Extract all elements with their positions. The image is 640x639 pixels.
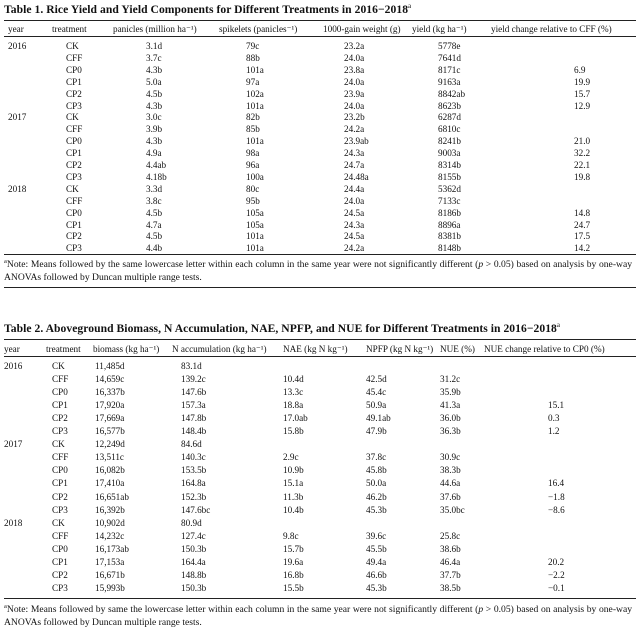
table2-title-text: Table 2. Aboveground Biomass, N Accumulation, NAE, NPFP, and NUE for Different Treatments in 2016−2018 (4, 322, 557, 335)
table1-cell: CK (66, 112, 79, 123)
table1-cell: 80c (246, 183, 260, 194)
table2-cell: 2016 (4, 361, 23, 371)
table1-cell: 79c (246, 41, 260, 51)
table1-cell: 8186b (438, 207, 461, 218)
table2-cell: 42.5d (366, 374, 387, 385)
table1-cell: 9163a (438, 76, 461, 87)
table2-header-cell: NAE (kg N kg⁻¹) (283, 344, 348, 354)
table2-cell: 36.3b (440, 426, 461, 437)
table1-cell: 12.9 (574, 100, 591, 111)
table2-cell: 16.4 (548, 478, 565, 489)
table1-cell: 4.3b (146, 64, 163, 75)
table1-header-cell: yield change relative to CFF (%) (491, 24, 612, 34)
table1-cell: 105a (246, 207, 264, 218)
table2-bottom-rule (4, 598, 636, 599)
table2-cell: 16,173ab (95, 543, 129, 554)
table2-cell: CP1 (52, 400, 68, 411)
table2-cell: 49.1ab (366, 413, 391, 424)
table1-cell: 4.3b (146, 100, 163, 111)
table1-cell: 95b (246, 195, 260, 206)
table2-cell: 2018 (4, 517, 23, 528)
table1-cell: 21.0 (574, 136, 591, 147)
table1-cell: 5.0a (146, 76, 162, 87)
table2-cell: 10.9b (283, 465, 304, 476)
table1-cell: 19.8 (574, 171, 591, 182)
table2-cell: CP3 (52, 504, 68, 515)
table1-cell: 14.2 (574, 243, 591, 254)
table1-cell: 101a (246, 100, 264, 111)
table1-cell: 4.4b (146, 243, 163, 254)
table2-cell: 17,410a (95, 478, 125, 489)
table2-title (4, 321, 560, 335)
table2-cell: 13,511c (95, 452, 125, 463)
table2-cell: CP0 (52, 387, 68, 398)
table1-cell: CP2 (66, 231, 82, 242)
table2-header-rule (4, 356, 636, 357)
table1-cell: 17.5 (574, 231, 591, 242)
table2-cell: 14,659c (95, 374, 125, 385)
table1-cell: 3.9b (146, 124, 163, 135)
table1-cell: 23.9a (344, 88, 365, 99)
table1-cell: 82b (246, 112, 260, 123)
table2-cell: CP0 (52, 543, 68, 554)
table1-cell: 8171c (438, 64, 461, 75)
table1-cell: 4.3b (146, 136, 163, 147)
table2-header-cell: year (4, 344, 20, 354)
table2-cell: CP3 (52, 426, 68, 437)
table1-cell: 6287d (438, 112, 461, 123)
table1-cell: 8842ab (438, 88, 466, 99)
table1-cell: 8155b (438, 171, 461, 182)
table2-cell: 17,669a (95, 413, 125, 424)
table1-cell: 4.5b (146, 231, 163, 242)
table2-cell: 150.3b (181, 543, 207, 554)
table1-cell: 6810c (438, 124, 461, 135)
table2-cell: 45.4c (366, 387, 387, 398)
table2-cell: 84.6d (181, 439, 202, 450)
table2-cell: 2.9c (283, 452, 299, 463)
table2-cell: 83.1d (181, 361, 202, 371)
table2-cell: 15.5b (283, 582, 304, 593)
table2-cell: 15.1 (548, 400, 565, 411)
table1-cell: 22.1 (574, 160, 591, 170)
table2-cell: 1.2 (548, 426, 560, 437)
table1-cell: 19.9 (574, 76, 591, 87)
table1-cell: 24.7 (574, 219, 591, 230)
table2-note-text-a: Note: Means followed by same the lowercase letter within each column in the same year were not significantly different ( (6, 604, 479, 615)
table2-header-cell: biomass (kg ha⁻¹) (93, 344, 160, 354)
table2-cell: CP2 (52, 569, 68, 580)
table2-cell: 45.5b (366, 543, 387, 554)
table1-cell: 8148b (438, 243, 461, 254)
table2-cell: 50.9a (366, 400, 387, 411)
table1-cell: 101a (246, 136, 264, 147)
table1-title (4, 2, 411, 16)
table2-cell: 19.6a (283, 556, 304, 567)
table2-cell: 50.0a (366, 478, 387, 489)
table1-cell: CP2 (66, 160, 82, 170)
table1-cell: 24.7a (344, 160, 365, 170)
table2-cell: 147.6bc (181, 504, 211, 515)
table2-cell: 12,249d (95, 439, 125, 450)
table1-cell: 7641d (438, 52, 461, 63)
table1-cell: CP1 (66, 76, 82, 87)
table2-note-marker: a (4, 603, 7, 610)
table2-cell: 150.3b (181, 582, 207, 593)
table2-header-cell: N accumulation (kg ha⁻¹) (172, 344, 267, 354)
table2-cell: CK (52, 439, 65, 450)
table1-cell: 24.5a (344, 231, 365, 242)
table2-cell: CP1 (52, 556, 68, 567)
table2-cell: 152.3b (181, 491, 207, 502)
table2-cell: 80.9d (181, 517, 202, 528)
table1-end-rule (4, 287, 636, 288)
table2-cell: 46.6b (366, 569, 387, 580)
table2-cell: 39.6c (366, 530, 387, 541)
table1-cell: 4.7a (146, 219, 162, 230)
table2-cell: 17.0ab (283, 413, 308, 424)
table1-cell: CP0 (66, 136, 82, 147)
table2-cell: −0.1 (548, 582, 565, 593)
table2-cell: 20.2 (548, 556, 565, 567)
table1-cell: CFF (66, 52, 83, 63)
table1-cell: 8314b (438, 160, 461, 170)
table2-cell: CFF (52, 374, 69, 385)
table2-cell: CP2 (52, 413, 68, 424)
table1-title-text: Table 1. Rice Yield and Yield Components for Different Treatments in 2016−2018 (4, 3, 409, 16)
table2-cell: 49.4a (366, 556, 387, 567)
table1-cell: 8623b (438, 100, 461, 111)
table1-note-marker: a (4, 258, 7, 265)
table2-top-rule (4, 339, 636, 340)
table2-cell: 14,232c (95, 530, 125, 541)
table1-cell: CK (66, 41, 79, 51)
table1-cell: 88b (246, 52, 260, 63)
table2-header-cell: NUE (%) (440, 344, 475, 354)
table2-cell: 16,337b (95, 387, 125, 398)
table1-cell: 4.5b (146, 207, 163, 218)
table1-header-cell: spikelets (panicles⁻¹) (219, 24, 298, 34)
table2-cell: 16,671b (95, 569, 125, 580)
table1-cell: 24.0a (344, 52, 365, 63)
table2-cell: 37.8c (366, 452, 387, 463)
table1-cell: 23.2b (344, 112, 365, 123)
table1-cell: 24.0a (344, 195, 365, 206)
table2-cell: 127.4c (181, 530, 206, 541)
table2-cell: 37.6b (440, 491, 461, 502)
table1-header-cell: 1000-gain weight (g) (323, 24, 401, 34)
table2-cell: 46.4a (440, 556, 461, 567)
table1-bottom-rule (4, 254, 636, 255)
table1-cell: 14.8 (574, 207, 591, 218)
table1-cell: 101a (246, 64, 264, 75)
table2-cell: 44.6a (440, 478, 461, 489)
table1-cell: CP0 (66, 64, 82, 75)
table2-cell: 37.7b (440, 569, 461, 580)
table1-cell: 4.5b (146, 88, 163, 99)
table1-cell: CFF (66, 195, 83, 206)
table2-cell: −8.6 (548, 504, 565, 515)
table2-cell: 38.6b (440, 543, 461, 554)
table1-cell: 2017 (8, 112, 27, 123)
table1-note-p: p (478, 259, 484, 270)
table1-cell: 23.9ab (344, 136, 369, 147)
table1-header-cell: treatment (52, 24, 87, 34)
table2-cell: 15.8b (283, 426, 304, 437)
table2-header-cell: treatment (46, 344, 81, 354)
table1-cell: 9003a (438, 148, 461, 159)
table1-cell: 96a (246, 160, 260, 170)
table2-cell: 38.5b (440, 582, 461, 593)
table2-note (4, 601, 632, 629)
table2-cell: 164.4a (181, 556, 206, 567)
table2-cell: 11.3b (283, 491, 304, 502)
table1-cell: 85b (246, 124, 260, 135)
table1-cell: 2018 (8, 183, 27, 194)
table1-cell: 2016 (8, 41, 27, 51)
table2-note-p: p (478, 604, 484, 615)
table2-cell: 31.2c (440, 374, 461, 385)
table1-title-marker: a (408, 2, 412, 10)
table1-header-cell: yield (kg ha⁻¹) (412, 24, 467, 34)
table1-cell: CP3 (66, 171, 82, 182)
table2-cell: −2.2 (548, 569, 565, 580)
table2-cell: 13.3c (283, 387, 304, 398)
table1-cell: 4.18b (146, 171, 167, 182)
table2-cell: 45.3b (366, 504, 387, 515)
table2-cell: 140.3c (181, 452, 206, 463)
table2-cell: CFF (52, 530, 69, 541)
table1-note-text-a: Note: Means followed by the same lowercase letter within each column in the same year were not significantly different ( (6, 259, 479, 270)
table2-cell: 10.4d (283, 374, 304, 385)
table2-cell: 15.7b (283, 543, 304, 554)
table2-cell: 16,082b (95, 465, 125, 476)
table2-cell: 148.4b (181, 426, 207, 437)
table2-cell: 45.3b (366, 582, 387, 593)
table1-cell: 24.2a (344, 243, 365, 254)
table1-cell: 101a (246, 231, 264, 242)
table1-cell: CP3 (66, 243, 82, 254)
table2-cell: 139.2c (181, 374, 206, 385)
table2-cell: 16,577b (95, 426, 125, 437)
table2-cell: 164.8a (181, 478, 206, 489)
table2-cell: 46.2b (366, 491, 387, 502)
table1-cell: CP0 (66, 207, 82, 218)
table2-cell: 147.6b (181, 387, 207, 398)
table1-note-text-b: > 0.05) based on analysis by one-way ANOVAs followed by Duncan multiple range tests. (4, 259, 632, 283)
table2-cell: 18.8a (283, 400, 304, 411)
table2-cell: CK (52, 361, 65, 371)
table1-cell: 24.48a (344, 171, 369, 182)
table1-cell: 100a (246, 171, 264, 182)
table2-cell: −1.8 (548, 491, 565, 502)
table1-cell: CP2 (66, 88, 82, 99)
table1-header-cell: panicles (million ha⁻¹) (113, 24, 197, 34)
table1-cell: 24.3a (344, 219, 365, 230)
table1-cell: 24.0a (344, 76, 365, 87)
table2-header-cell: NUE change relative to CP0 (%) (484, 344, 605, 354)
table2-cell: CFF (52, 452, 69, 463)
table1-cell: 5362d (438, 183, 461, 194)
table1-cell: 8896a (438, 219, 461, 230)
table2-cell: 10.4b (283, 504, 304, 515)
table2-cell: 9.8c (283, 530, 299, 541)
table2-cell: 45.8b (366, 465, 387, 476)
table2-cell: 16.8b (283, 569, 304, 580)
table1-cell: 5778e (438, 41, 461, 51)
table2-cell: 36.0b (440, 413, 461, 424)
table1-cell: CP3 (66, 100, 82, 111)
table2-cell: 47.9b (366, 426, 387, 437)
table2-cell: 10,902d (95, 517, 125, 528)
table2-cell: 17,153a (95, 556, 125, 567)
table2-cell: 38.3b (440, 465, 461, 476)
table2-cell: CP1 (52, 478, 68, 489)
table1-cell: 3.3d (146, 183, 163, 194)
table2-cell: 35.9b (440, 387, 461, 398)
table2-cell: 25.8c (440, 530, 461, 541)
table1-cell: 6.9 (574, 64, 586, 75)
table2-cell: CP3 (52, 582, 68, 593)
table2-cell: 16,651ab (95, 491, 129, 502)
table2-cell: 15.1a (283, 478, 304, 489)
table2-cell: 11,485d (95, 361, 125, 371)
table2-cell: 41.3a (440, 400, 461, 411)
table2-cell: 157.3a (181, 400, 206, 411)
table2-cell: 147.8b (181, 413, 207, 424)
table1-cell: 4.9a (146, 148, 162, 159)
table2-cell: 2017 (4, 439, 23, 450)
table2-cell: 16,392b (95, 504, 125, 515)
table1-cell: 7133c (438, 195, 461, 206)
table1-cell: CP1 (66, 148, 82, 159)
table2-cell: 0.3 (548, 413, 560, 424)
table1-cell: 102a (246, 88, 264, 99)
table1-cell: 3.0c (146, 112, 162, 123)
table1-cell: 3.1d (146, 41, 163, 51)
table1-cell: 3.8c (146, 195, 162, 206)
table1-cell: 24.2a (344, 124, 365, 135)
table1-cell: 101a (246, 243, 264, 254)
table2-cell: 17,920a (95, 400, 125, 411)
table1-cell: CP1 (66, 219, 82, 230)
table2-cell: 153.5b (181, 465, 207, 476)
table1-cell: CFF (66, 124, 83, 135)
table1-cell: CK (66, 183, 79, 194)
table1-cell: 8241b (438, 136, 461, 147)
table1-cell: 15.7 (574, 88, 591, 99)
table2-cell: 15,993b (95, 582, 125, 593)
table2-cell: CK (52, 517, 65, 528)
table2-cell: CP0 (52, 465, 68, 476)
table1-cell: 8381b (438, 231, 461, 242)
table1-header-rule (4, 36, 636, 37)
table1-cell: 24.4a (344, 183, 365, 194)
table1-cell: 98a (246, 148, 260, 159)
table1-cell: 97a (246, 76, 260, 87)
table1-cell: 24.3a (344, 148, 365, 159)
table2-cell: CP2 (52, 491, 68, 502)
table2-note-text-b: > 0.05) based on analysis by one-way ANOVAs followed by Duncan multiple range tests. (4, 604, 632, 628)
table2-cell: 148.8b (181, 569, 207, 580)
table1-cell: 105a (246, 219, 264, 230)
table2-cell: 35.0bc (440, 504, 465, 515)
table1-cell: 32.2 (574, 148, 591, 159)
table1-cell: 24.5a (344, 207, 365, 218)
table1-note (4, 256, 632, 284)
table2-header-cell: NPFP (kg N kg⁻¹) (366, 344, 434, 354)
table1-top-rule (4, 20, 636, 21)
table2-cell: 30.9c (440, 452, 461, 463)
table1-cell: 23.8a (344, 64, 365, 75)
table1-cell: 23.2a (344, 41, 365, 51)
table1-cell: 24.0a (344, 100, 365, 111)
table1-cell: 3.7c (146, 52, 162, 63)
table1-header-cell: year (8, 24, 24, 34)
table1-cell: 4.4ab (146, 160, 167, 170)
table2-title-marker: a (556, 321, 561, 329)
